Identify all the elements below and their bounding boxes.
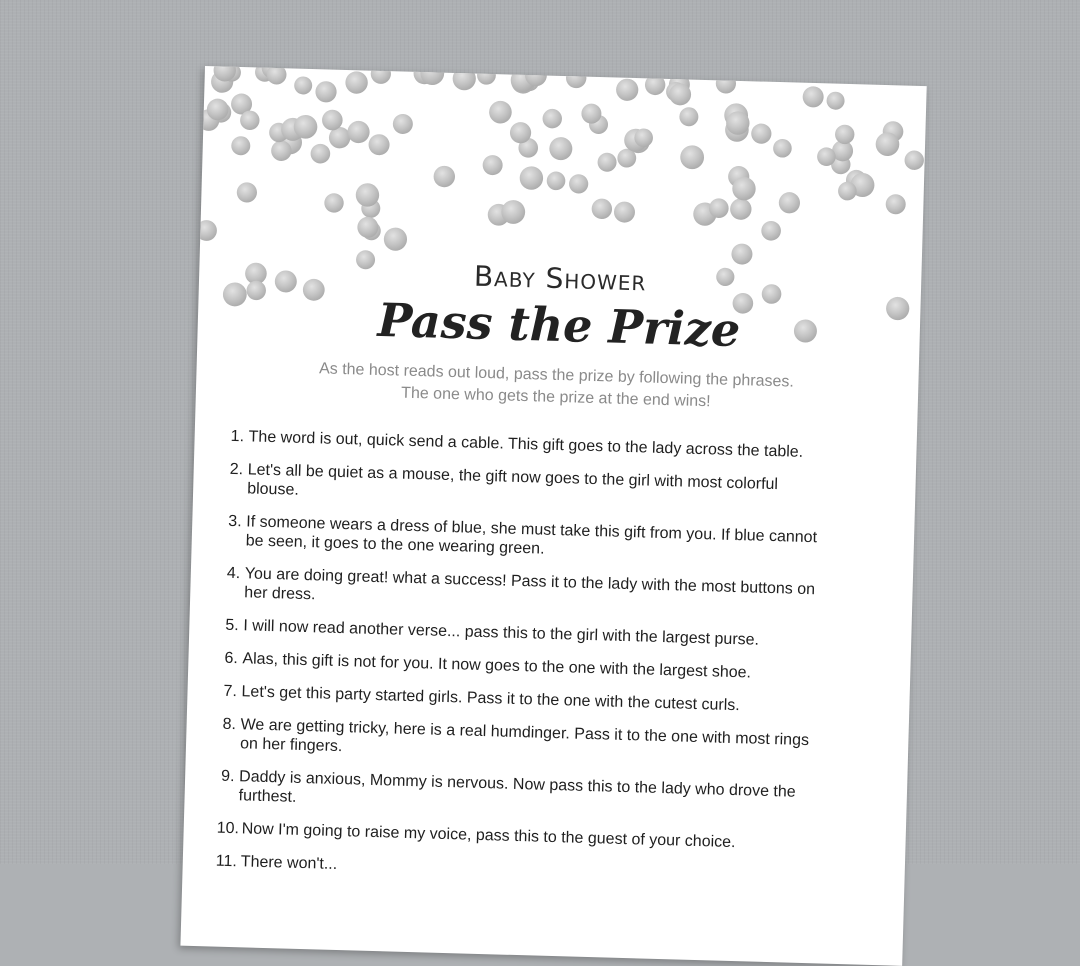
item-text: If someone wears a dress of blue, she must take this gift from you. If blue cannot be seen, it goes to the one wearing green. xyxy=(245,513,818,558)
confetti-dot xyxy=(315,81,337,103)
confetti-dot xyxy=(904,150,924,170)
confetti-dot xyxy=(761,221,781,241)
confetti-dot xyxy=(730,198,752,220)
confetti-dot xyxy=(597,153,617,173)
item-number: 1. xyxy=(230,427,245,446)
item-text: There won't... xyxy=(240,853,338,873)
item-number: 8. xyxy=(222,715,237,734)
item-text: Daddy is anxious, Mommy is nervous. Now pass this to the lady who drove the furthest. xyxy=(238,768,796,806)
item-text: Now I'm going to raise my voice, pass this to the guest of your choice. xyxy=(241,820,736,852)
confetti-dot xyxy=(310,144,330,164)
confetti-dot xyxy=(826,91,844,109)
item-text: We are getting tricky, here is a real humdinger. Pass it to the one with most rings on her fingers. xyxy=(239,716,810,756)
confetti-dot xyxy=(347,121,370,144)
list-item xyxy=(222,715,823,770)
confetti-dot xyxy=(885,194,906,215)
item-number: 2. xyxy=(229,460,244,479)
confetti-dot xyxy=(237,182,258,203)
item-number: 11. xyxy=(215,852,238,871)
confetti-dot xyxy=(549,137,573,161)
list-item xyxy=(216,819,819,855)
confetti-dot xyxy=(489,101,512,124)
item-number: 5. xyxy=(225,616,239,635)
confetti-dot xyxy=(773,139,792,158)
list-item xyxy=(215,852,819,888)
item-text: Let's get this party started girls. Pass it to the one with the cutest curls. xyxy=(241,683,740,715)
confetti-dot xyxy=(779,192,801,214)
item-number: 6. xyxy=(224,649,239,668)
game-sheet xyxy=(180,66,926,966)
item-text: You are doing great! what a success! Pass it to the lady with the most buttons on her dress. xyxy=(244,565,816,604)
confetti-dot xyxy=(197,220,217,241)
confetti-dot xyxy=(835,124,855,144)
confetti-dot xyxy=(614,201,636,223)
item-number: 7. xyxy=(223,682,238,701)
confetti-dot xyxy=(433,166,455,188)
list-item xyxy=(223,682,823,718)
sheet-title: Pass the Prize xyxy=(376,292,741,358)
instructions-line-2: The one who gets the prize at the end wins! xyxy=(400,384,711,411)
confetti-dot xyxy=(384,227,408,251)
item-text: The word is out, quick send a cable. This gift goes to the lady across the table. xyxy=(248,428,804,461)
list-item xyxy=(230,427,830,463)
confetti-dot xyxy=(569,174,589,194)
confetti-dot xyxy=(482,155,503,176)
confetti-dot xyxy=(679,107,699,127)
confetti-dot xyxy=(731,243,753,265)
instructions-line-1: As the host reads out loud, pass the prize by following the phrases. xyxy=(318,360,795,391)
confetti-dot xyxy=(751,123,772,144)
confetti-dot xyxy=(616,78,639,101)
item-number: 9. xyxy=(220,767,235,786)
confetti-dot xyxy=(519,166,543,190)
confetti-dot xyxy=(802,86,824,108)
list-item xyxy=(229,460,830,515)
item-number: 10. xyxy=(216,819,240,838)
confetti-dot xyxy=(393,114,414,135)
list-item xyxy=(226,564,827,619)
confetti-dot xyxy=(368,134,390,156)
confetti-dot xyxy=(231,136,251,156)
phrase-list xyxy=(215,427,831,902)
item-text: Let's all be quiet as a mouse, the gift now goes to the girl with most colorful blouse. xyxy=(246,461,779,499)
confetti-dot xyxy=(542,109,562,129)
confetti-dot xyxy=(294,76,312,94)
sheet-subtitle: Baby Shower xyxy=(473,259,647,298)
item-number: 3. xyxy=(228,512,242,531)
confetti-dot xyxy=(591,198,612,219)
item-number: 4. xyxy=(226,564,241,583)
list-item xyxy=(224,649,824,685)
item-text: I will now read another verse... pass this to the girl with the largest purse. xyxy=(243,617,760,649)
list-item xyxy=(225,616,825,652)
list-item xyxy=(227,512,828,567)
confetti-dot xyxy=(324,193,344,213)
confetti-dot xyxy=(680,145,704,169)
confetti-dot xyxy=(345,71,368,94)
confetti-dot xyxy=(266,66,286,85)
confetti-dot xyxy=(546,171,565,190)
list-item xyxy=(220,767,821,822)
item-text: Alas, this gift is not for you. It now goes to the one with the largest shoe. xyxy=(242,650,752,682)
